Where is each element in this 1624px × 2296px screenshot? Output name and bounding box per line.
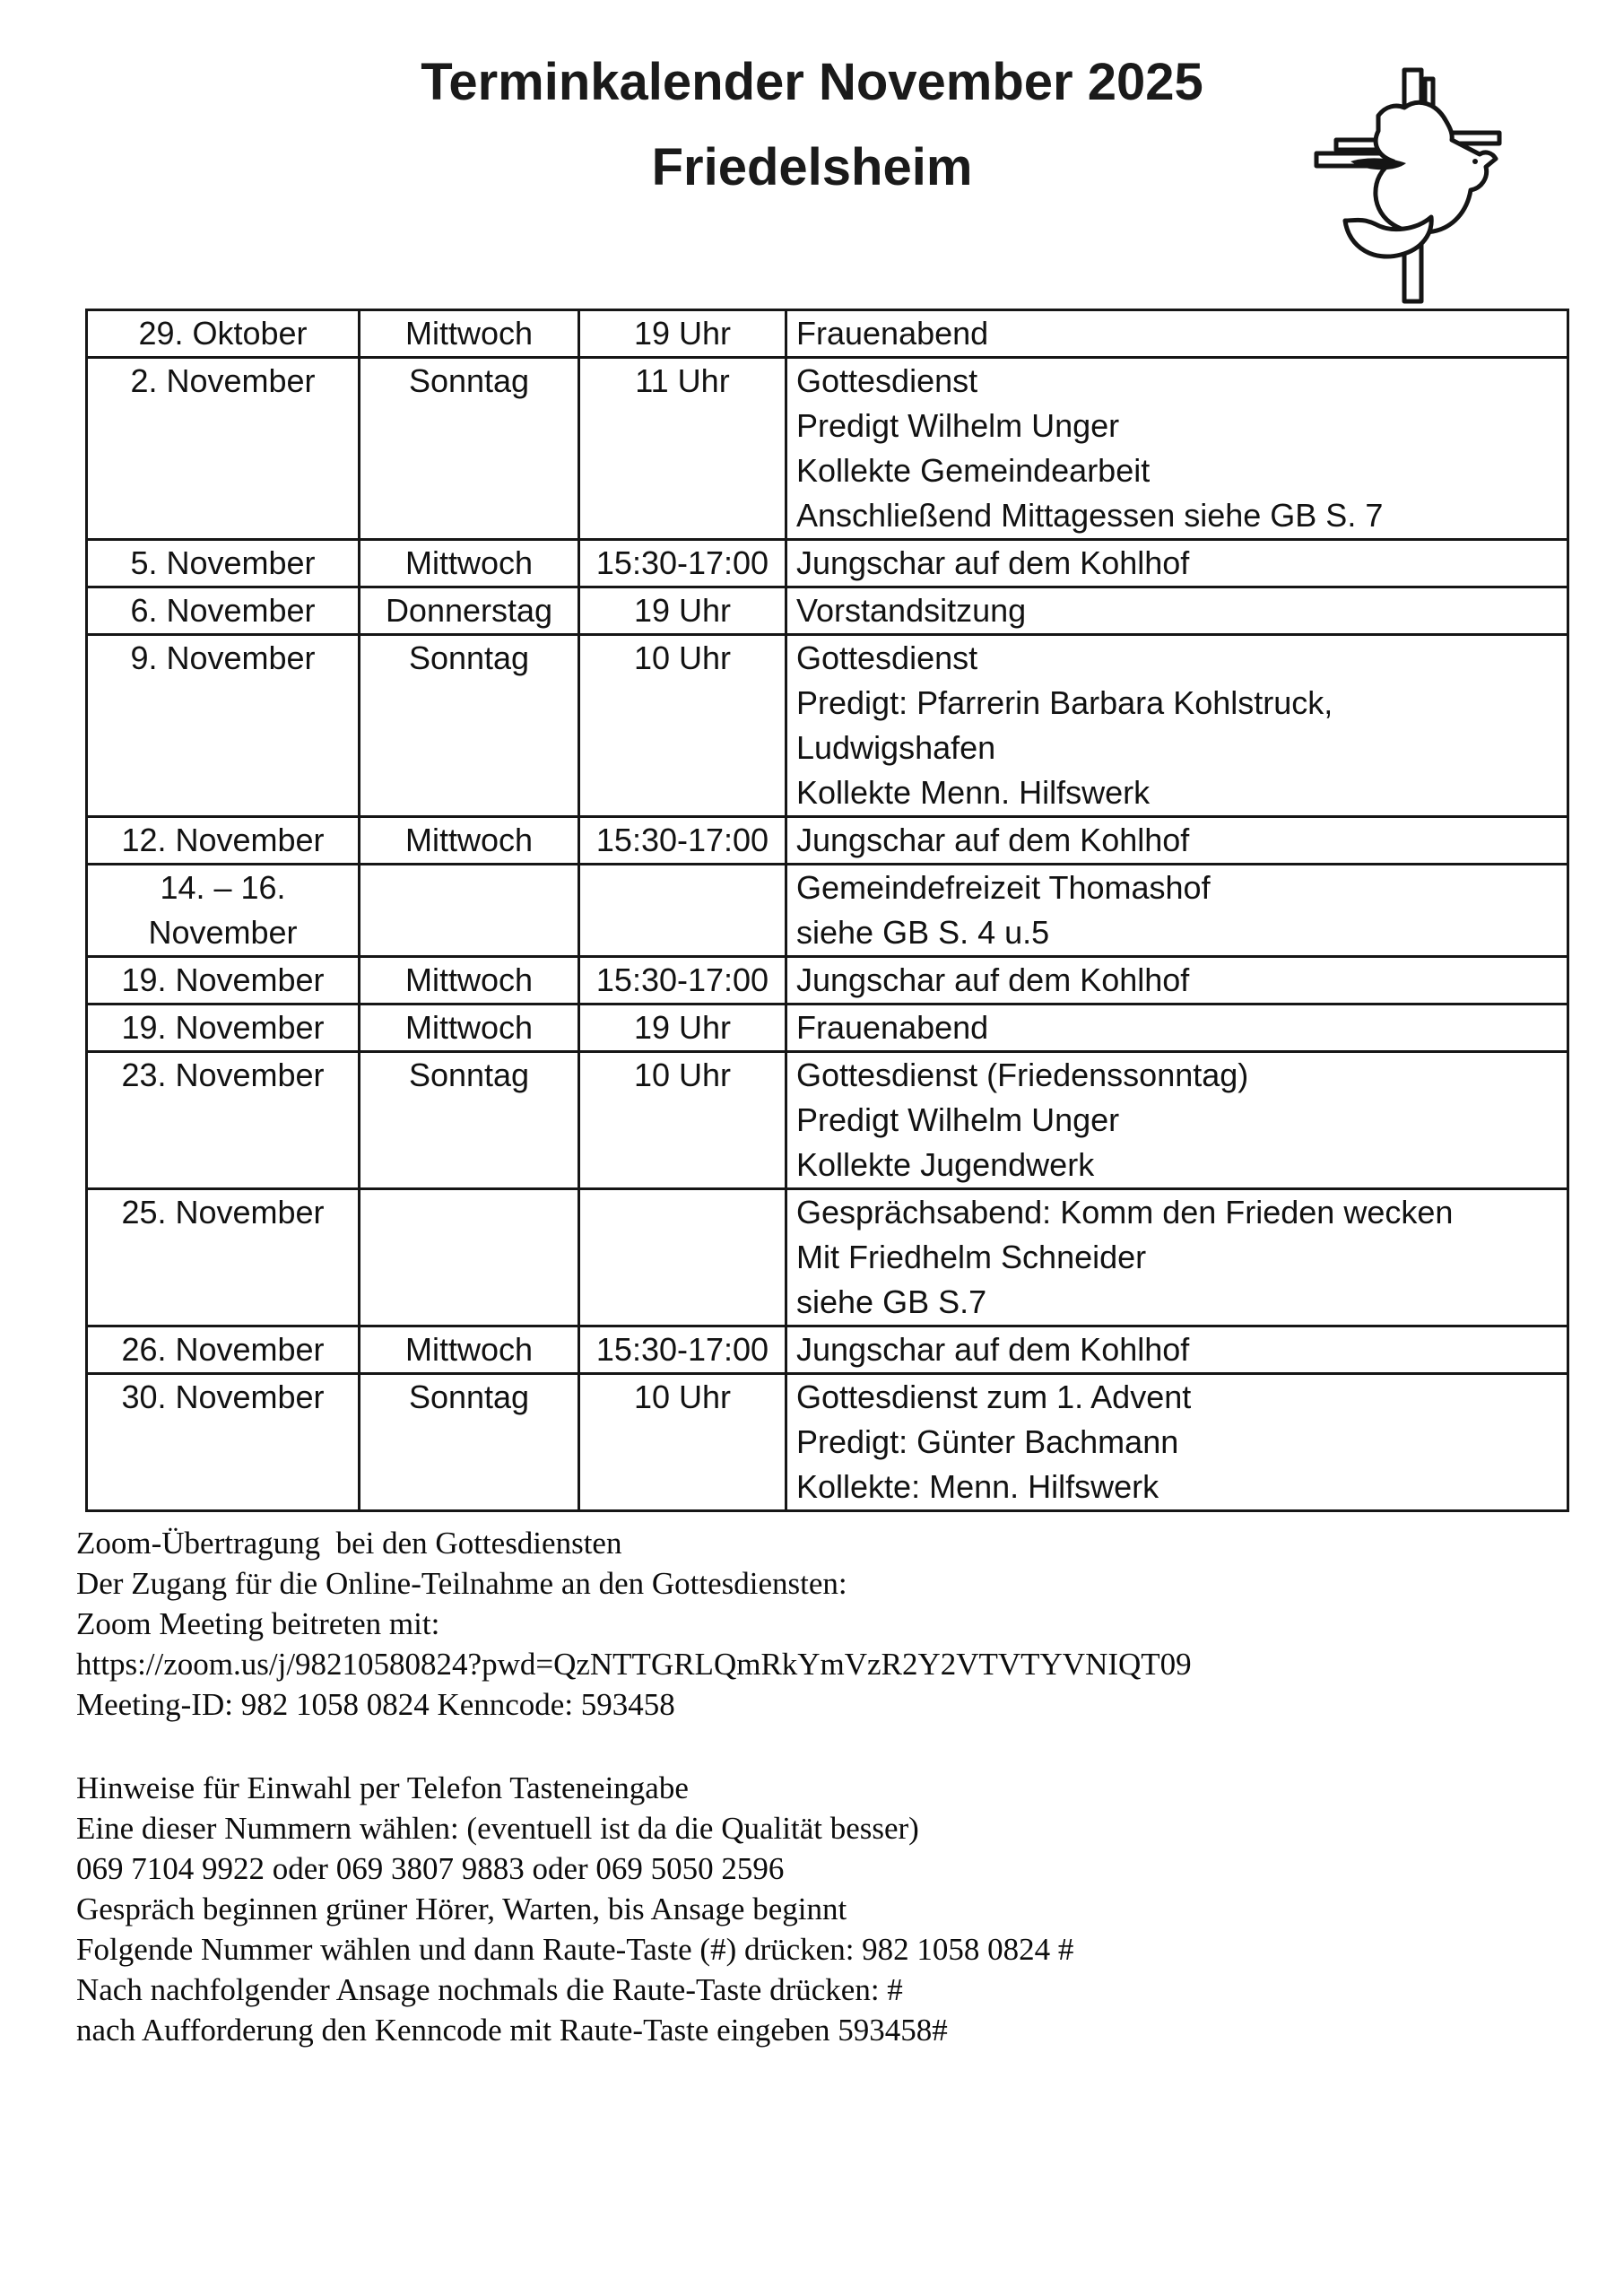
date-line: 9. November (130, 639, 316, 676)
description-line: Gottesdienst (796, 362, 978, 399)
date-line: 12. November (121, 822, 325, 858)
description-line: Anschließend Mittagessen siehe GB S. 7 (796, 497, 1384, 534)
description-line: Jungschar auf dem Kohlhof (796, 961, 1190, 998)
table-row (87, 865, 1568, 957)
schedule-table (85, 309, 1569, 1512)
date-line: 5. November (130, 544, 316, 581)
description-line: Ludwigshafen (796, 729, 996, 766)
footer-line: Der Zugang für die Online-Teilnahme an den Gottesdiensten: (76, 1566, 847, 1601)
description-line: Gottesdienst (796, 639, 978, 676)
table-row (87, 1374, 1568, 1511)
day-cell: Mittwoch (360, 540, 579, 587)
footer-line: nach Aufforderung den Kenncode mit Raute-Taste eingeben 593458# (76, 2013, 948, 2048)
description-line: Gesprächsabend: Komm den Frieden wecken (796, 1194, 1454, 1231)
schedule-table-body (87, 310, 1568, 1511)
description-cell (786, 1004, 1568, 1052)
date-line: 2. November (130, 362, 316, 399)
table-row (87, 1052, 1568, 1189)
footer-line: Meeting-ID: 982 1058 0824 Kenncode: 593458 (76, 1687, 675, 1722)
date-cell (87, 817, 360, 865)
description-line: Gottesdienst (Friedenssonntag) (796, 1057, 1249, 1093)
date-line: 29. Oktober (138, 315, 308, 352)
date-cell (87, 1004, 360, 1052)
footer-line: Folgende Nummer wählen und dann Raute-Taste (#) drücken: 982 1058 0824 # (76, 1932, 1074, 1967)
description-line: Predigt Wilhelm Unger (796, 407, 1120, 444)
description-line: Jungschar auf dem Kohlhof (796, 822, 1190, 858)
time-cell (579, 1189, 786, 1326)
date-cell (87, 1326, 360, 1374)
description-line: Kollekte: Menn. Hilfswerk (796, 1468, 1159, 1505)
phone-dialin-info (76, 1768, 1624, 2050)
time-cell: 15:30-17:00 (579, 1326, 786, 1374)
date-cell (87, 1052, 360, 1189)
description-cell (786, 635, 1568, 817)
description-cell (786, 1052, 1568, 1189)
table-row (87, 1189, 1568, 1326)
table-row (87, 1326, 1568, 1374)
footer (76, 1523, 1624, 2050)
description-cell (786, 1326, 1568, 1374)
day-cell: Sonntag (360, 1374, 579, 1511)
description-cell (786, 540, 1568, 587)
description-line: Mit Friedhelm Schneider (796, 1239, 1147, 1275)
description-cell (786, 817, 1568, 865)
date-cell (87, 1189, 360, 1326)
date-line: 6. November (130, 592, 316, 629)
time-cell: 15:30-17:00 (579, 957, 786, 1004)
day-cell: Mittwoch (360, 310, 579, 358)
footer-line: Nach nachfolgender Ansage nochmals die Raute-Taste drücken: # (76, 1972, 903, 2007)
date-cell (87, 587, 360, 635)
table-row (87, 635, 1568, 817)
time-cell: 10 Uhr (579, 1052, 786, 1189)
day-cell: Sonntag (360, 1052, 579, 1189)
time-cell: 19 Uhr (579, 1004, 786, 1052)
date-line: 25. November (121, 1194, 325, 1231)
description-line: Jungschar auf dem Kohlhof (796, 544, 1190, 581)
table-row (87, 358, 1568, 540)
day-cell: Mittwoch (360, 957, 579, 1004)
time-cell: 19 Uhr (579, 310, 786, 358)
footer-line: https://zoom.us/j/98210580824?pwd=QzNTTGRLQmRkYmVzR2Y2VTVTYVNIQT09 (76, 1647, 1192, 1682)
description-line: Kollekte Menn. Hilfswerk (796, 774, 1151, 811)
description-cell (786, 1189, 1568, 1326)
date-line: 14. – 16. (160, 869, 286, 906)
time-cell: 10 Uhr (579, 635, 786, 817)
date-cell (87, 865, 360, 957)
date-cell (87, 957, 360, 1004)
footer-line: Zoom Meeting beitreten mit: (76, 1606, 440, 1641)
date-cell (87, 540, 360, 587)
page-title-line-1: Terminkalender November 2025 (421, 53, 1203, 111)
date-line: 26. November (121, 1331, 325, 1368)
description-line: Predigt: Günter Bachmann (796, 1423, 1179, 1460)
description-line: Kollekte Gemeindearbeit (796, 452, 1151, 489)
time-cell: 19 Uhr (579, 587, 786, 635)
date-line: 30. November (121, 1378, 325, 1415)
description-line: Vorstandsitzung (796, 592, 1027, 629)
description-line: Predigt Wilhelm Unger (796, 1101, 1120, 1138)
date-line: 19. November (121, 961, 325, 998)
date-line: 23. November (121, 1057, 325, 1093)
date-cell (87, 310, 360, 358)
footer-line: 069 7104 9922 oder 069 3807 9883 oder 069 5050 2596 (76, 1851, 785, 1886)
description-line: Predigt: Pfarrerin Barbara Kohlstruck, (796, 684, 1333, 721)
day-cell (360, 865, 579, 957)
day-cell (360, 1189, 579, 1326)
day-cell: Sonntag (360, 635, 579, 817)
date-cell (87, 1374, 360, 1511)
footer-line: Hinweise für Einwahl per Telefon Tasteneingabe (76, 1770, 689, 1805)
footer-line: Zoom-Übertragung bei den Gottesdiensten (76, 1526, 622, 1561)
table-row (87, 587, 1568, 635)
page-title-line-2: Friedelsheim (651, 138, 973, 196)
time-cell: 15:30-17:00 (579, 817, 786, 865)
description-line: Kollekte Jugendwerk (796, 1146, 1095, 1183)
table-row (87, 540, 1568, 587)
time-cell (579, 865, 786, 957)
time-cell: 11 Uhr (579, 358, 786, 540)
footer-line: Eine dieser Nummern wählen: (eventuell ist da die Qualität besser) (76, 1811, 919, 1846)
description-line: siehe GB S. 4 u.5 (796, 914, 1050, 951)
day-cell: Mittwoch (360, 817, 579, 865)
description-line: Gemeindefreizeit Thomashof (796, 869, 1211, 906)
date-line: November (148, 914, 298, 951)
date-line: 19. November (121, 1009, 325, 1046)
table-row (87, 817, 1568, 865)
description-cell (786, 587, 1568, 635)
description-line: siehe GB S.7 (796, 1283, 987, 1320)
description-cell (786, 1374, 1568, 1511)
description-line: Jungschar auf dem Kohlhof (796, 1331, 1190, 1368)
description-cell (786, 865, 1568, 957)
description-cell (786, 358, 1568, 540)
footer-line: Gespräch beginnen grüner Hörer, Warten, bis Ansage beginnt (76, 1892, 847, 1926)
date-cell (87, 635, 360, 817)
date-cell (87, 358, 360, 540)
table-row (87, 1004, 1568, 1052)
description-line: Frauenabend (796, 315, 989, 352)
day-cell: Sonntag (360, 358, 579, 540)
day-cell: Donnerstag (360, 587, 579, 635)
description-line: Frauenabend (796, 1009, 989, 1046)
description-cell (786, 957, 1568, 1004)
day-cell: Mittwoch (360, 1326, 579, 1374)
day-cell: Mittwoch (360, 1004, 579, 1052)
time-cell: 10 Uhr (579, 1374, 786, 1511)
time-cell: 15:30-17:00 (579, 540, 786, 587)
table-row (87, 957, 1568, 1004)
zoom-access-info (76, 1523, 1624, 1725)
cross-dove-logo-icon (1291, 36, 1596, 323)
description-line: Gottesdienst zum 1. Advent (796, 1378, 1192, 1415)
